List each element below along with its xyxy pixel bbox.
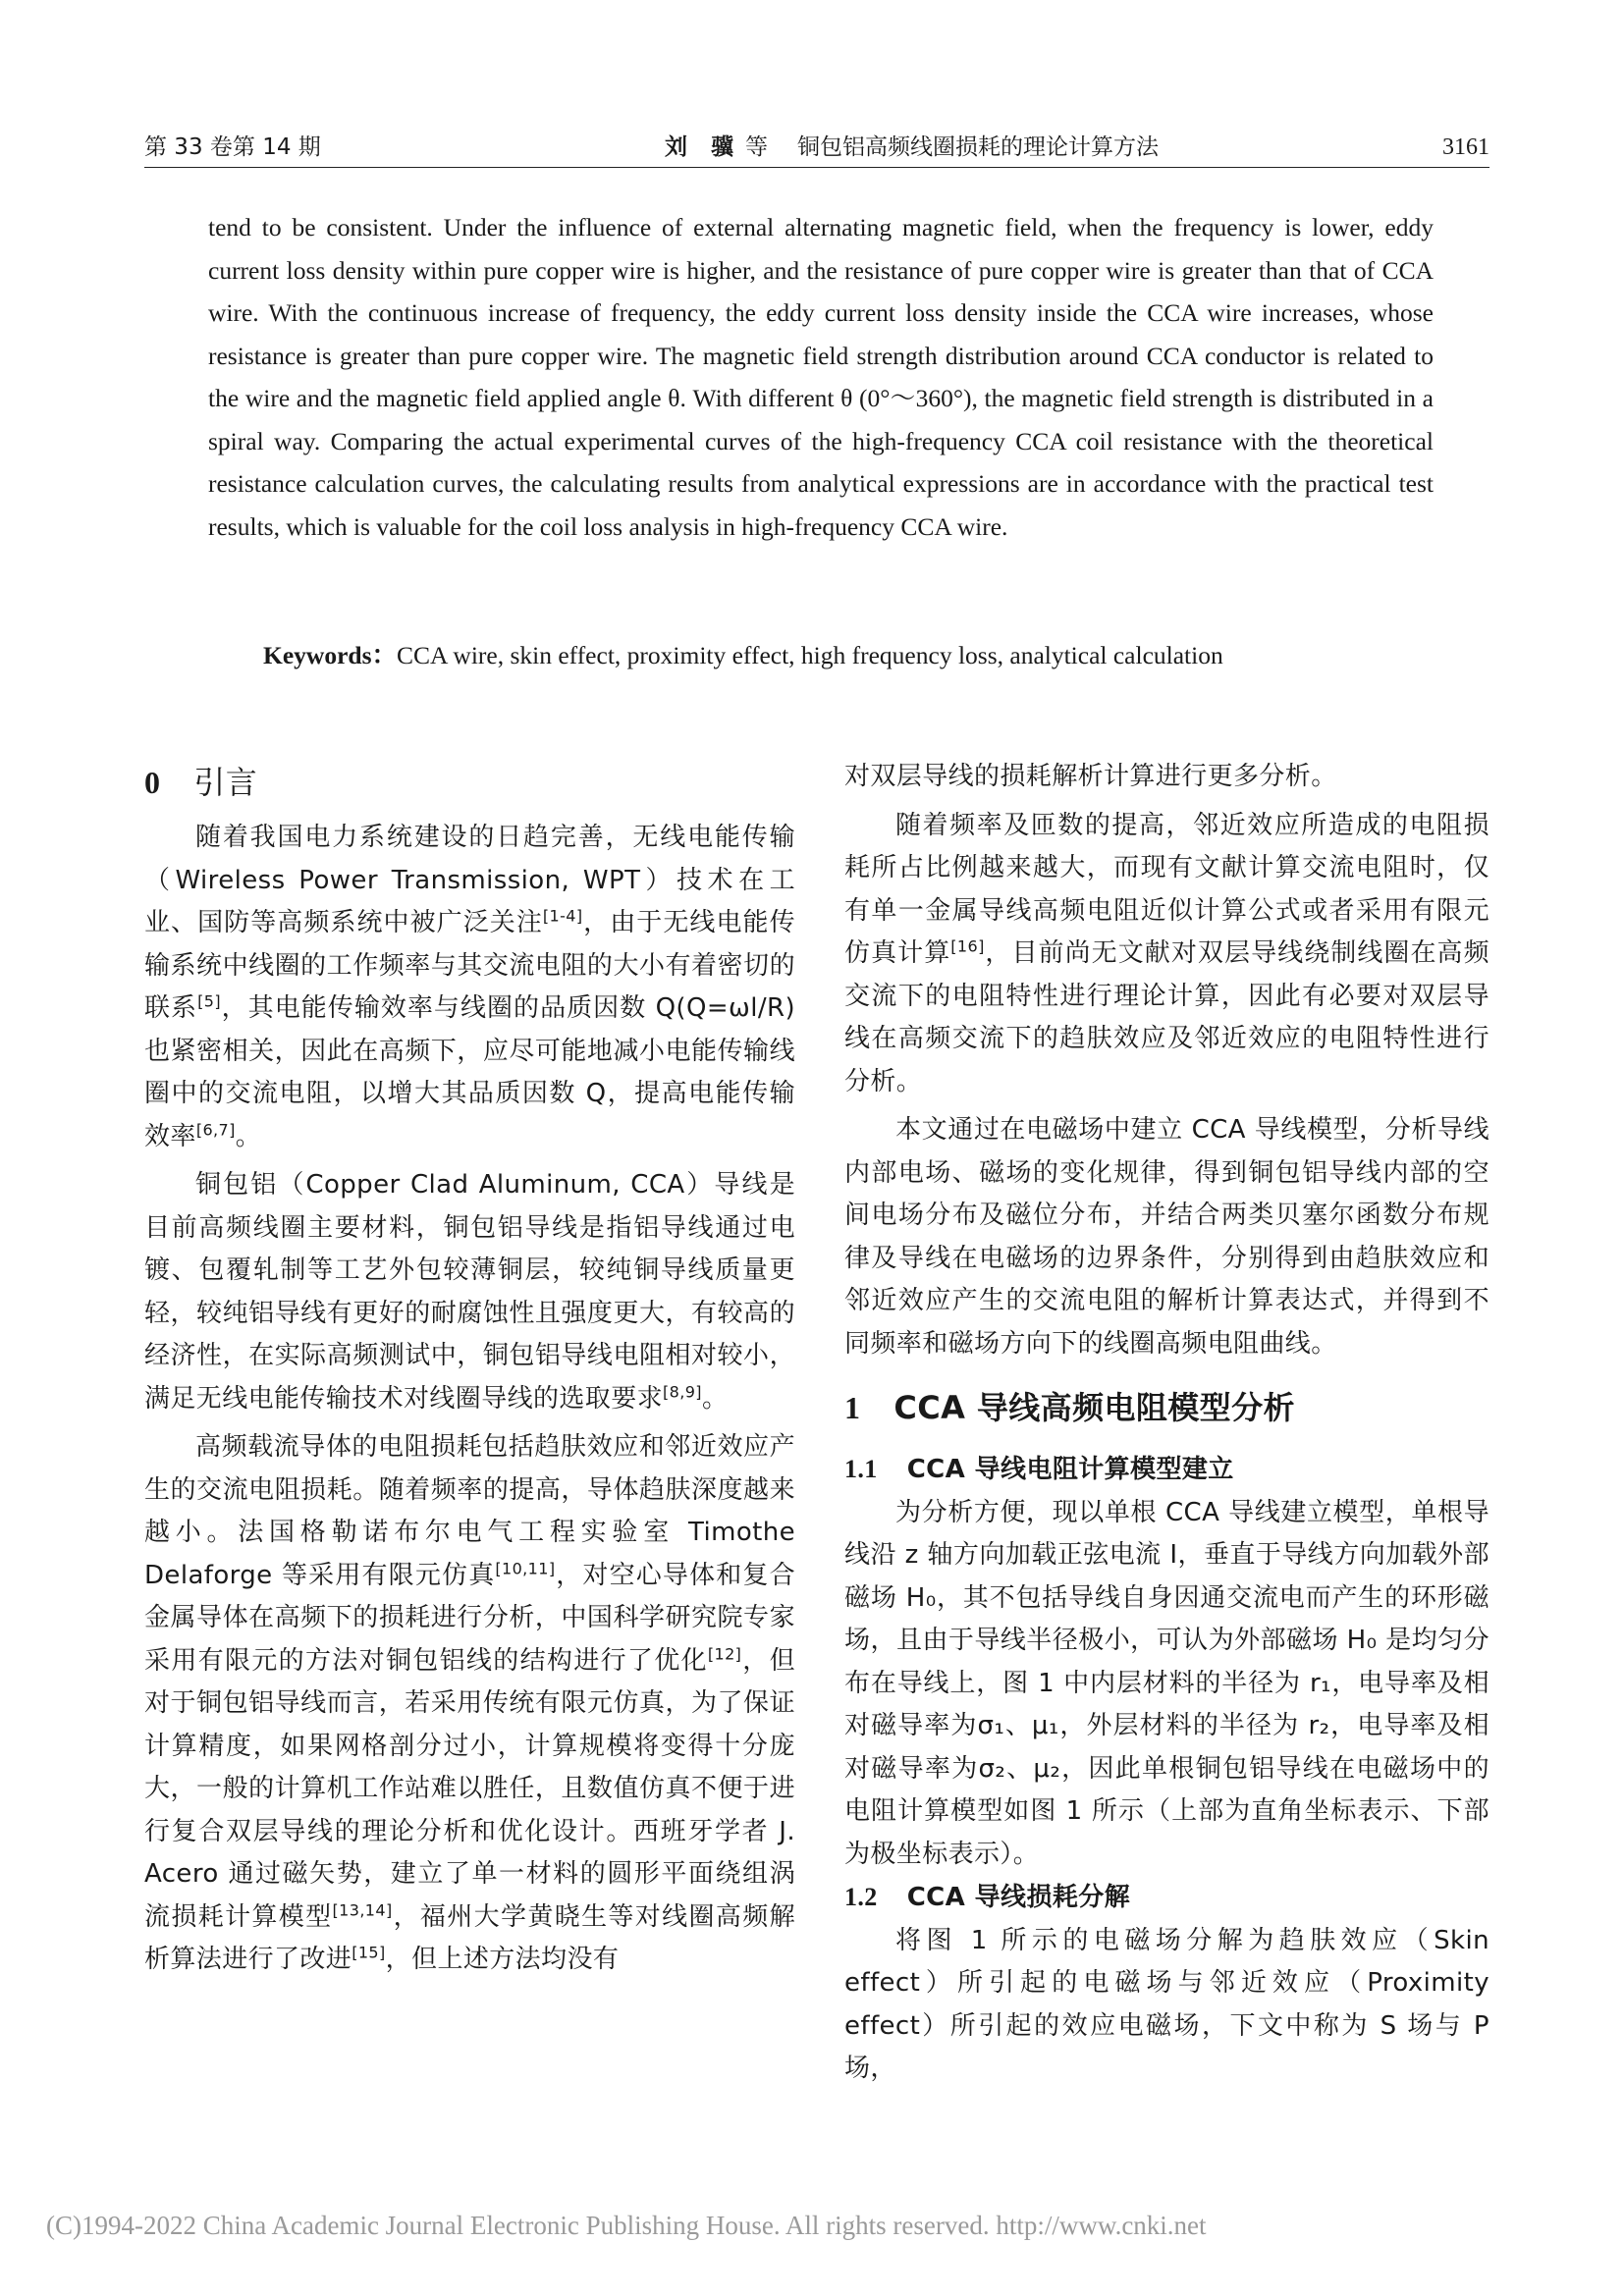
citation: [1-4] xyxy=(542,906,583,926)
subsection-heading-1-1 xyxy=(844,1448,1489,1492)
section-heading-0 xyxy=(144,758,795,807)
citation: [12] xyxy=(707,1643,742,1663)
paragraph-6: 为分析方便，现以单根 CCA 导线建立模型，单根导线沿 z 轴方向加载正弦电流 I，垂直于导线方向加载外部磁场 H₀，其不包括导线自身因通交流电而产生的环形磁场，且由于导线半径极小，可认为外部磁场 H₀ 是均匀分布在导线上，图 1 中内层材料的半径为 r₁，电导率及相对磁导率为σ₁、μ₁，外层材料的半径为 r₂，电导率及相对磁导率为σ₂、μ₂，因此单根铜包铝导线在电磁场中的电阻计算模型如图 1 所示（上部为直角坐标表示、下部为极坐标表示）。 xyxy=(844,1497,1489,1869)
paragraph-7: 将图 1 所示的电磁场分解为趋肤效应（Skin effect）所引起的电磁场与邻近效应（Proximity effect）所引起的效应电磁场，下文中称为 S 场与 P 场， xyxy=(844,1925,1489,2083)
paragraph-1: 随着我国电力系统建设的日趋完善，无线电能传输（Wireless Power Transmission, WPT）技术在工业、国防等高频系统中被广泛关注[1-4]，由于无线电能传输系统中线圈的工作频率与其交流电阻的大小有着密切的联系[5]，其电能传输效率与线圈的品质因数 Q(Q=ωl/R)也紧密相关，因此在高频下，应尽可能地减小电能传输线圈中的交流电阻，以增大其品质因数 Q，提高电能传输效率[6,7]。 xyxy=(144,823,795,1151)
paragraph-5: 本文通过在电磁场中建立 CCA 导线模型，分析导线内部电场、磁场的变化规律，得到铜包铝导线内部的空间电场分布及磁位分布，并结合两类贝塞尔函数分布规律及导线在电磁场的边界条件，分别得到由趋肤效应和邻近效应产生的交流电阻的解析计算表达式，并得到不同频率和磁场方向下的线圈高频电阻曲线。 xyxy=(844,1115,1489,1359)
subsection-title: CCA 导线电阻计算模型建立 xyxy=(906,1455,1234,1484)
running-header xyxy=(144,130,1489,165)
page-number: 3161 xyxy=(1442,134,1489,160)
header-center xyxy=(665,130,1159,165)
citation: [6,7] xyxy=(195,1119,236,1139)
citation: [16] xyxy=(950,936,985,956)
keywords-label: Keywords： xyxy=(263,641,397,669)
header-author-suffix: 等 xyxy=(745,134,769,160)
section-title: 引言 xyxy=(193,764,258,801)
citation: [15] xyxy=(352,1943,386,1962)
abstract-text: tend to be consistent. Under the influence of external alternating magnetic field, when the frequency is lower, eddy current loss density within pure copper wire is higher, and the resistance of pure copper wire is greater than that of CCA wire. With the continuous increase of frequency, the eddy current loss density inside the CCA wire increases, whose resistance is greater than pure copper wire. The magnetic field strength distribution around CCA conductor is related to the wire and the magnetic field applied angle θ. With different θ (0°～360°), the magnetic field strength is distributed in a spiral way. Comparing the actual experimental curves of the high-frequency CCA coil resistance with the theoretical resistance calculation curves, the calculating results from analytical expressions are in accordance with the practical test results, which is valuable for the coil loss analysis in high-frequency CCA wire. xyxy=(208,213,1434,541)
paragraph-4: 随着频率及匝数的提高，邻近效应所造成的电阻损耗所占比例越来越大，而现有文献计算交流电阻时，仅有单一金属导线高频电阻近似计算公式或者采用有限元仿真计算[16]，目前尚无文献对双层导线绕制线圈在高频交流下的电阻特性进行理论计算，因此有必要对双层导线在高频交流下的趋肤效应及邻近效应的电阻特性进行分析。 xyxy=(844,810,1489,1096)
copyright-footer: (C)1994-2022 China Academic Journal Electronic Publishing House. All rights reserved. http://www.cnki.net xyxy=(46,2211,1207,2240)
english-abstract xyxy=(208,206,1434,548)
keywords-line xyxy=(263,636,1441,675)
subsection-number: 1.2 xyxy=(844,1883,878,1911)
header-divider xyxy=(144,167,1489,168)
citation: [8,9] xyxy=(663,1381,702,1401)
citation: [13,14] xyxy=(332,1899,393,1919)
header-title: 铜包铝高频线圈损耗的理论计算方法 xyxy=(797,134,1160,160)
section-heading-1 xyxy=(844,1383,1489,1432)
section-number: 0 xyxy=(144,765,161,800)
subsection-heading-1-2 xyxy=(844,1876,1489,1920)
paragraph-continued: 对双层导线的损耗解析计算进行更多分析。 xyxy=(844,762,1337,791)
subsection-number: 1.1 xyxy=(844,1455,878,1483)
paragraph-2: 铜包铝（Copper Clad Aluminum, CCA）导线是目前高频线圈主要材料，铜包铝导线是指铝导线通过电镀、包覆轧制等工艺外包较薄铜层，较纯铜导线质量更轻，较纯铝导线有更好的耐腐蚀性且强度更大，有较高的经济性，在实际高频测试中，铜包铝导线电阻相对较小，满足无线电能传输技术对线圈导线的选取要求[8,9]。 xyxy=(144,1170,795,1414)
keywords-text: CCA wire, skin effect, proximity effect, high frequency loss, analytical calculation xyxy=(397,641,1223,669)
left-column xyxy=(144,756,795,1982)
right-column xyxy=(844,756,1489,2091)
journal-volume: 第 33 卷第 14 期 xyxy=(144,134,321,160)
section-number: 1 xyxy=(844,1390,861,1425)
citation: [5] xyxy=(197,991,221,1011)
paragraph-3: 高频载流导体的电阻损耗包括趋肤效应和邻近效应产生的交流电阻损耗。随着频率的提高，导体趋肤深度越来越小。法国格勒诺布尔电气工程实验室 Timothe Delaforge 等采用有限元仿真[10,11]，对空心导体和复合金属导体在高频下的损耗进行分析，中国科学研究院专家采用有限元的方法对铜包铝线的结构进行了优化[12]，但对于铜包铝导线而言，若采用传统有限元仿真，为了保证计算精度，如果网格剖分过小，计算规模将变得十分庞大，一般的计算机工作站难以胜任，且数值仿真不便于进行复合双层导线的理论分析和优化设计。西班牙学者 J. Acero 通过磁矢势，建立了单一材料的圆形平面绕组涡流损耗计算模型[13,14]，福州大学黄晓生等对线圈高频解析算法进行了改进[15]，但上述方法均没有 xyxy=(144,1432,795,1974)
subsection-title: CCA 导线损耗分解 xyxy=(906,1883,1131,1912)
section-title: CCA 导线高频电阻模型分析 xyxy=(893,1389,1295,1426)
header-author: 刘 骥 xyxy=(665,134,742,160)
citation: [10,11] xyxy=(495,1558,556,1577)
